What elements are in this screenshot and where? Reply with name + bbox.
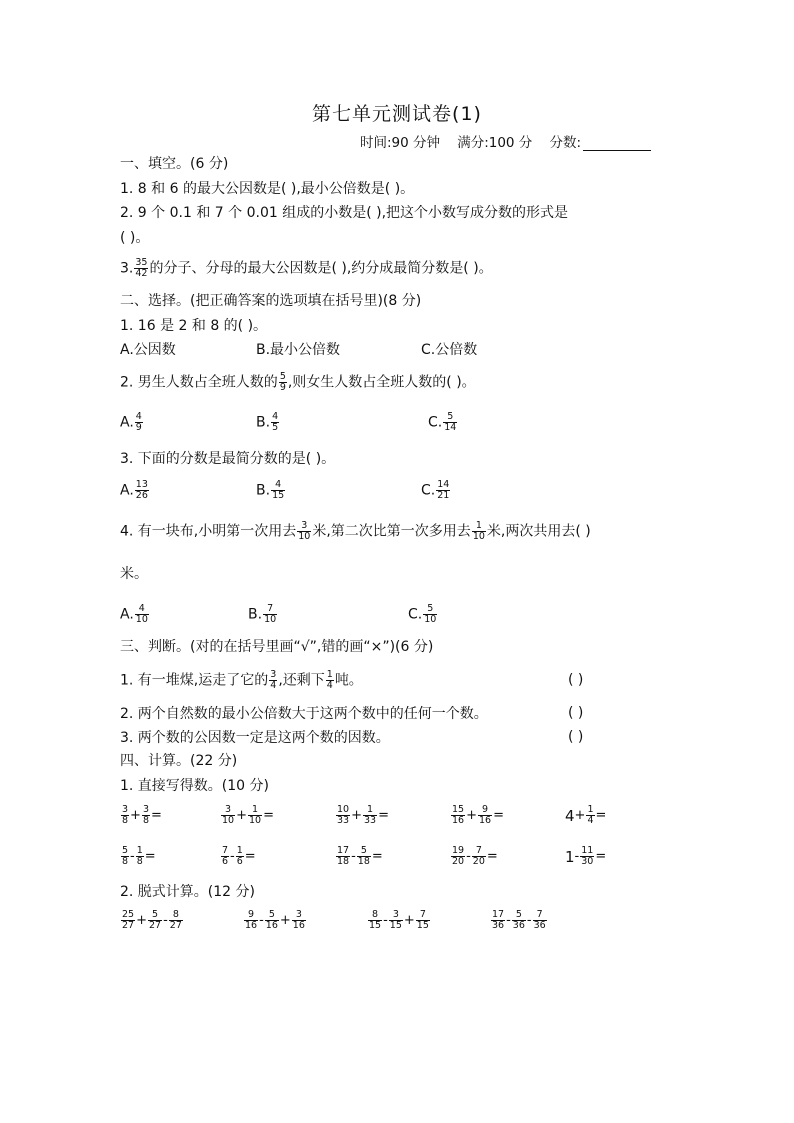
step-calc-item: [243, 910, 307, 931]
judge-3: 3. 两个数的公因数一定是这两个数的因数。: [120, 730, 390, 746]
fraction: $\frac{3}{16}$: [292, 909, 305, 931]
option-2-2-c: C. $\frac{5}{14}$: [428, 411, 457, 433]
operator: =: [151, 808, 162, 823]
option-2-1-c: C.公倍数: [421, 342, 478, 358]
fraction: $\frac{5}{18}$: [357, 845, 370, 867]
fraction: $\frac{3}{8}$: [142, 804, 149, 826]
step-calc-item: [367, 910, 431, 931]
question-1-1: 1. 8 和 6 的最大公因数是( ),最小公倍数是( )。: [120, 181, 415, 197]
calc-item: [450, 805, 504, 826]
question-1-2: 2. 9 个 0.1 和 7 个 0.01 组成的小数是( ),把这个小数写成分数的形式是: [120, 205, 569, 221]
option-2-4-a: A. $\frac{4}{10}$: [120, 603, 148, 625]
fraction: $\frac{5}{36}$: [512, 909, 525, 931]
fraction: $\frac{1}{33}$: [364, 804, 377, 826]
option-2-4-c: C. $\frac{5}{10}$: [408, 603, 437, 625]
fraction: $\frac{7}{36}$: [533, 909, 546, 931]
section-4-sub-2: 2. 脱式计算。(12 分): [120, 884, 255, 900]
option-2-4-b: B. $\frac{7}{10}$: [248, 603, 277, 625]
section-1-heading: 一、填空。(6 分): [120, 156, 229, 172]
step-calc-item: [120, 910, 184, 931]
question-2-3: 3. 下面的分数是最简分数的是( )。: [120, 451, 336, 467]
fraction: $\frac{1}{10}$: [249, 804, 262, 826]
operator: -: [526, 913, 532, 928]
operator: =: [144, 849, 156, 864]
operator: =: [371, 849, 383, 864]
option-2-2-b: B. $\frac{4}{5}$: [256, 411, 279, 433]
fraction: $\frac{5}{27}$: [149, 909, 162, 931]
operator: +: [574, 808, 586, 823]
operator: -: [230, 849, 235, 864]
calc-item: [220, 805, 274, 826]
operator: +: [466, 808, 477, 823]
fraction: $\frac{8}{15}$: [369, 909, 382, 931]
operator: +: [136, 913, 147, 928]
operator: -: [506, 913, 511, 928]
operator: +: [130, 808, 141, 823]
fraction: $\frac{7}{6}$: [222, 845, 229, 867]
operator: +: [351, 808, 362, 823]
calc-item: [335, 846, 383, 867]
fraction: $\frac{9}{16}$: [245, 909, 258, 931]
step-calc-item: [490, 910, 548, 931]
fraction: $\frac{9}{16}$: [479, 804, 492, 826]
question-1-3: 3. $\frac{35}{42}$ 的分子、分母的最大公因数是( ),约分成最简分数是( )。: [120, 257, 493, 279]
whole-number: 1: [565, 847, 575, 866]
section-3-heading: 三、判断。(对的在括号里画“√”,错的画“×”)(6 分): [120, 639, 434, 655]
fraction: $\frac{35}{42}$: [135, 257, 148, 279]
operator: =: [263, 808, 274, 823]
fraction: $\frac{8}{27}$: [169, 909, 182, 931]
option-2-2-a: A. $\frac{4}{9}$: [120, 411, 142, 433]
fraction: $\frac{7}{20}$: [472, 845, 485, 867]
page-title: 第七单元测试卷(1): [312, 103, 482, 125]
question-1-2-cont: ( )。: [120, 230, 150, 246]
judge-2: 2. 两个自然数的最小公倍数大于这两个数中的任何一个数。: [120, 706, 488, 722]
calc-item: [220, 846, 256, 867]
fraction: $\frac{19}{20}$: [452, 845, 465, 867]
operator: -: [130, 849, 135, 864]
question-2-1: 1. 16 是 2 和 8 的( )。: [120, 318, 268, 334]
operator: +: [279, 913, 291, 928]
score-blank[interactable]: [583, 136, 651, 151]
operator: -: [163, 913, 168, 928]
option-2-1-a: A.公因数: [120, 342, 176, 358]
calc-item: [120, 805, 162, 826]
operator: -: [574, 849, 580, 864]
section-2-heading: 二、选择。(把正确答案的选项填在括号里)(8 分): [120, 293, 422, 309]
time-info: 时间:90 分钟: [360, 135, 441, 151]
fraction: $\frac{7}{15}$: [416, 909, 429, 931]
whole-number: 4: [565, 806, 575, 825]
fraction: $\frac{5}{16}$: [265, 909, 278, 931]
fraction: $\frac{3}{15}$: [389, 909, 402, 931]
exam-info: [360, 131, 651, 151]
operator: -: [259, 913, 264, 928]
fraction: $\frac{11}{30}$: [581, 845, 594, 867]
operator: =: [244, 849, 256, 864]
fraction: $\frac{1}{8}$: [136, 845, 143, 867]
option-2-3-c: C. $\frac{14}{21}$: [421, 479, 450, 501]
operator: =: [595, 849, 607, 864]
fraction: $\frac{5}{9}$: [279, 371, 286, 393]
operator: =: [595, 808, 607, 823]
calc-item: [565, 805, 606, 826]
option-2-3-a: A. $\frac{13}{26}$: [120, 479, 148, 501]
operator: -: [383, 913, 388, 928]
fraction: $\frac{17}{36}$: [492, 909, 505, 931]
option-2-3-b: B. $\frac{4}{15}$: [256, 479, 285, 501]
operator: =: [486, 849, 498, 864]
operator: +: [403, 913, 415, 928]
operator: -: [466, 849, 471, 864]
question-2-4-cont: 米。: [120, 566, 148, 582]
operator: =: [378, 808, 389, 823]
answer-paren-2[interactable]: ( ): [568, 705, 584, 721]
fraction: $\frac{25}{27}$: [122, 909, 135, 931]
calc-item: [565, 846, 606, 867]
calc-item: [450, 846, 498, 867]
fraction: $\frac{3}{10}$: [222, 804, 235, 826]
fraction: $\frac{3}{8}$: [122, 804, 129, 826]
section-4-sub-1: 1. 直接写得数。(10 分): [120, 778, 269, 794]
question-2-2: 2. 男生人数占全班人数的 $\frac{5}{9}$ ,则女生人数占全班人数的( )。: [120, 371, 476, 393]
option-2-1-b: B.最小公倍数: [256, 342, 341, 358]
question-2-4: 4. 有一块布,小明第一次用去 $\frac{3}{10}$ 米,第二次比第一次多用去 $\frac{1}{10}$ 米,两次共用去( ): [120, 520, 591, 542]
judge-1: 1. 有一堆煤,运走了它的 $\frac{3}{4}$ ,还剩下 $\frac{1}{4}$ 吨。: [120, 669, 363, 691]
fraction: $\frac{15}{16}$: [452, 804, 465, 826]
calc-item: [120, 846, 156, 867]
section-4-heading: 四、计算。(22 分): [120, 753, 238, 769]
fraction: $\frac{1}{6}$: [236, 845, 243, 867]
operator: +: [236, 808, 247, 823]
full-score-info: 满分:100 分: [457, 135, 533, 151]
fraction: $\frac{17}{18}$: [337, 845, 350, 867]
fraction: $\frac{1}{4}$: [587, 804, 594, 826]
fraction: $\frac{5}{8}$: [122, 845, 129, 867]
operator: -: [351, 849, 356, 864]
calc-item: [335, 805, 389, 826]
operator: =: [493, 808, 504, 823]
fraction: $\frac{10}{33}$: [337, 804, 350, 826]
answer-paren-3[interactable]: ( ): [568, 729, 584, 745]
score-label: 分数:: [549, 135, 582, 151]
answer-paren-1[interactable]: ( ): [568, 672, 584, 688]
